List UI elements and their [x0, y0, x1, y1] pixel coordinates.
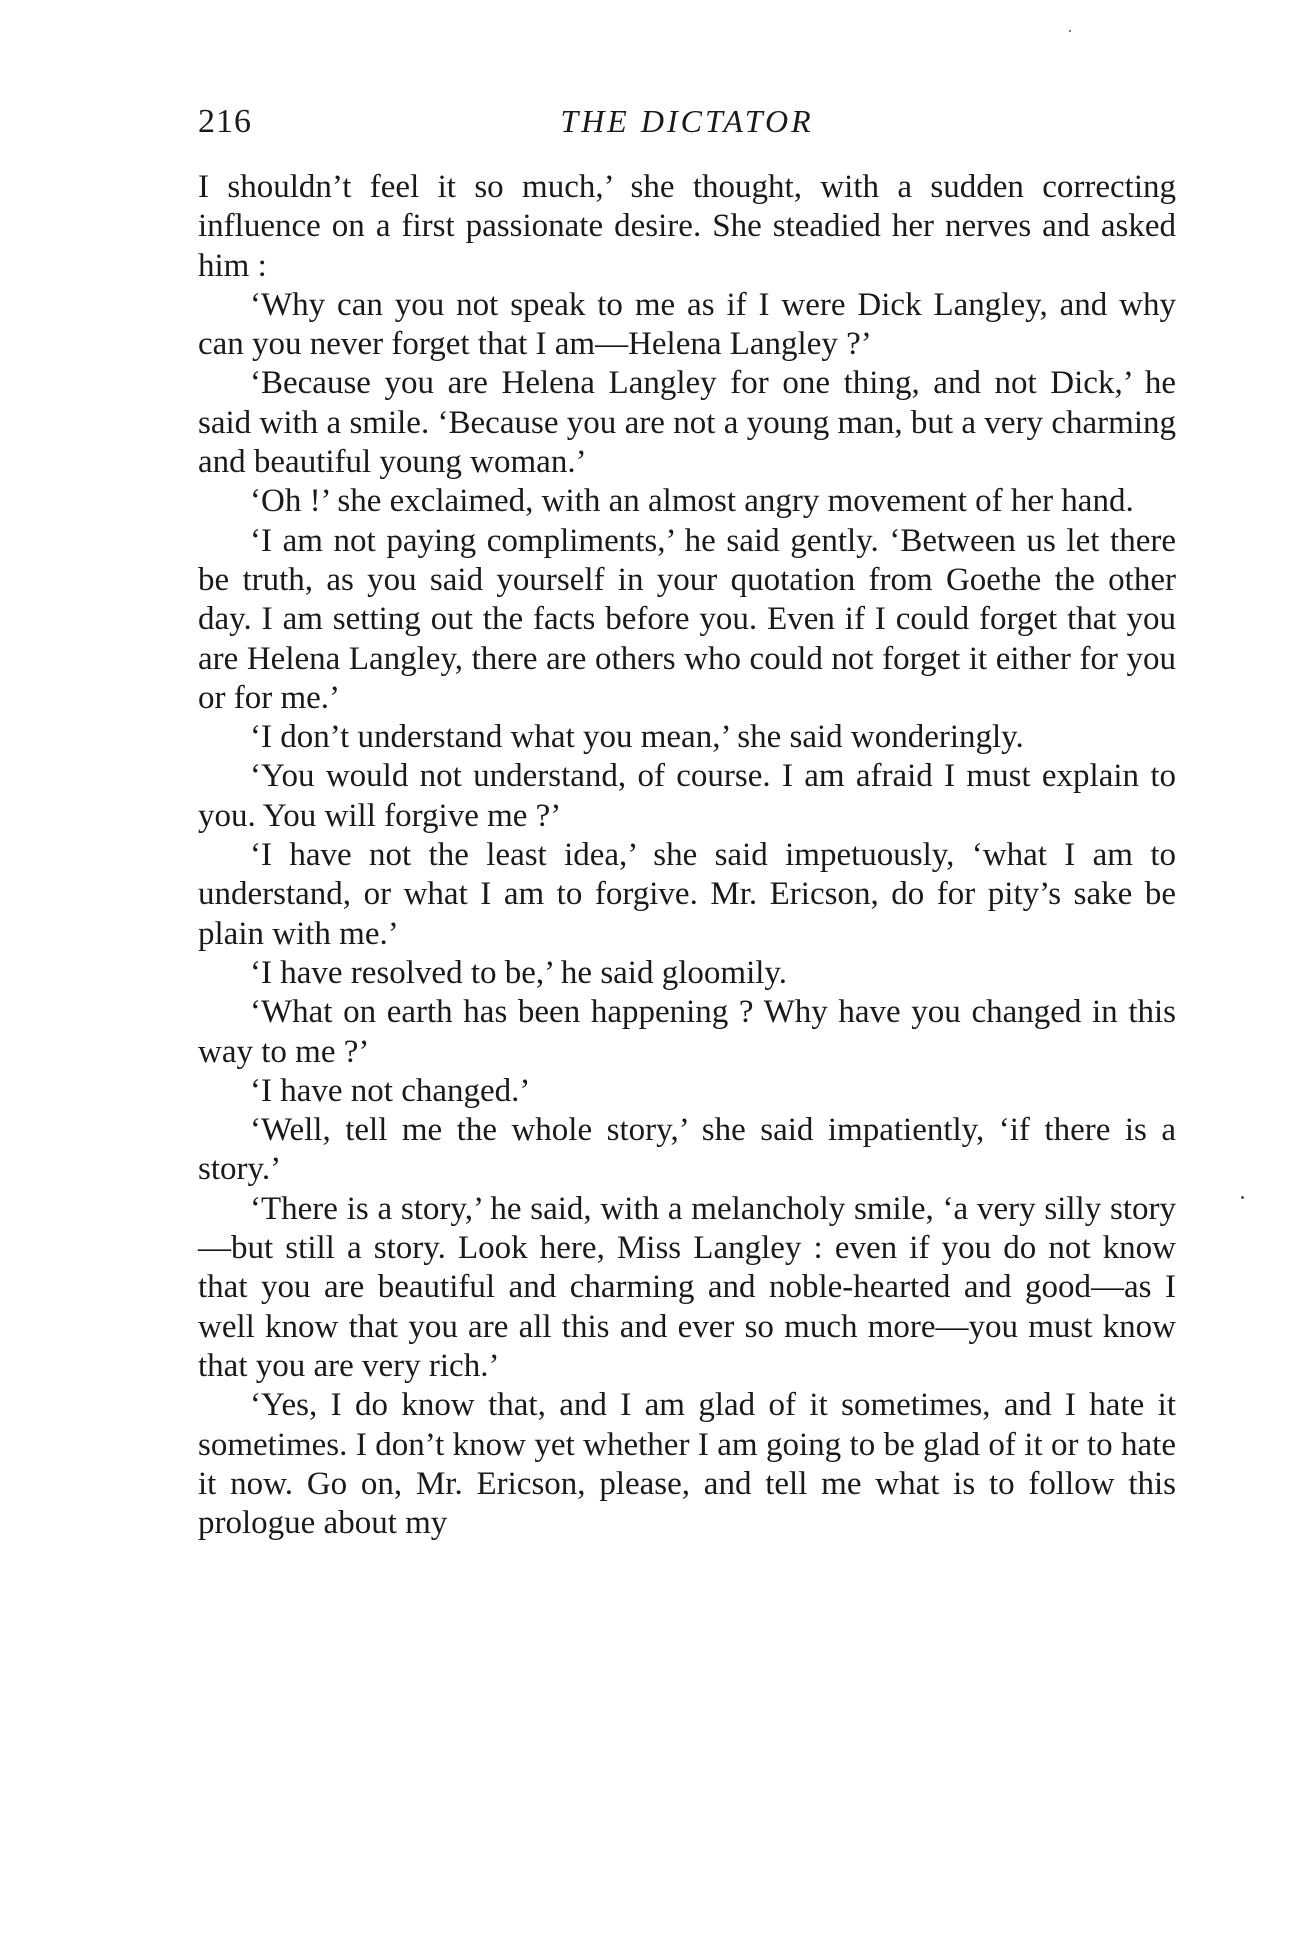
paragraph: ‘Why can you not speak to me as if I were Dick Langley, and why can you never forget that I am—Helena Langley ?’: [198, 286, 1176, 363]
paragraph: ‘Oh !’ she exclaimed, with an almost angry movement of her hand.: [250, 483, 1134, 520]
paragraph: ‘Yes, I do know that, and I am glad of it sometimes, and I hate it sometimes. I don’t know yet whether I am going to be glad of it or to hate it now. Go on, Mr. Ericson, please, and tell me what is to follow this prologue about my: [198, 1387, 1176, 1542]
body-text: [198, 168, 1176, 1543]
paper-speck: [1241, 1196, 1244, 1199]
paragraph: ‘I have not the least idea,’ she said impetuously, ‘what I am to understand, or what I am to forgive. Mr. Ericson, do for pity’s sake be plain with me.’: [198, 837, 1176, 952]
page-number: 216: [198, 103, 252, 140]
paragraph: ‘Because you are Helena Langley for one thing, and not Dick,’ he said with a smile. ‘Because you are not a young man, but a very charming and beautiful young woman.’: [198, 365, 1176, 481]
paragraph: ‘I have not changed.’: [250, 1072, 531, 1109]
paragraph: ‘Well, tell me the whole story,’ she said impatiently, ‘if there is a story.’: [198, 1112, 1176, 1188]
paragraph: ‘There is a story,’ he said, with a melancholy smile, ‘a very silly story—but still a story. Look here, Miss Langley : even if you do not know that you are beautiful and charming and noble-hearted and good—as I well know that you are all this and ever so much more—you must know that you are very rich.’: [198, 1190, 1176, 1384]
paragraph: ‘I have resolved to be,’ he said gloomily.: [250, 954, 788, 991]
paragraph: ‘You would not understand, of course. I am afraid I must explain to you. You will forgive me ?’: [198, 758, 1176, 834]
paper-speck: [1069, 30, 1071, 32]
paragraph: ‘I don’t understand what you mean,’ she said wonderingly.: [250, 719, 1024, 756]
paragraph: ‘I am not paying compliments,’ he said gently. ‘Between us let there be truth, as you said yourself in your quotation from Goethe the other day. I am setting out the facts before you. Even if I could forget that you are Helena Langley, there are others who could not forget it either for you or for me.’: [198, 522, 1176, 716]
book-title: THE DICTATOR: [560, 103, 814, 139]
paragraph: I shouldn’t feel it so much,’ she thought, with a sudden correcting influence on a first passionate desire. She steadied her nerves and asked him :: [198, 169, 1176, 284]
paragraph: ‘What on earth has been happening ? Why have you changed in this way to me ?’: [198, 994, 1176, 1070]
running-head: [198, 103, 1176, 155]
